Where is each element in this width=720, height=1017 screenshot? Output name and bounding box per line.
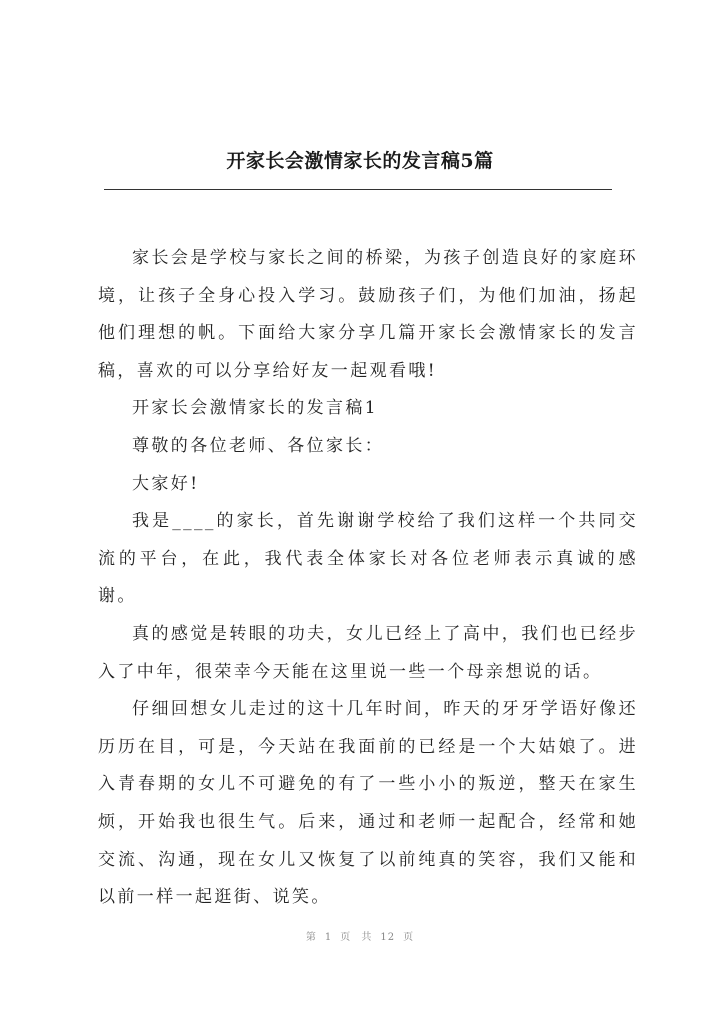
paragraph-salutation: 尊敬的各位老师、各位家长： — [132, 435, 385, 456]
paragraph-intro: 家长会是学校与家长之间的桥梁，为孩子创造良好的家庭环境，让孩子全身心投入学习。鼓励孩子们，为他们加油，扬起他们理想的帆。下面给大家分享几篇开家长会激情家长的发言稿，喜欢的可以分享给好友一起观看哦! — [98, 248, 638, 381]
title-divider — [104, 189, 612, 190]
footer-middle: 页 共 — [340, 932, 373, 943]
paragraph-greeting: 大家好! — [132, 473, 200, 494]
paragraph-body: 仔细回想女儿走过的这十几年时间，昨天的牙牙学语好像还历历在目，可是，今天站在我面前的已经是一个大姑娘了。进入青春期的女儿不可避免的有了一些小小的叛逆，整天在家生烦，开始我也很生气。后来，通过和老师一起配合，经常和她交流、沟通，现在女儿又恢复了以前纯真的笑容，我们又能和以前一样一起逛街、说笑。 — [98, 699, 638, 908]
paragraph-heading: 开家长会激情家长的发言稿1 — [132, 398, 379, 419]
page-footer — [0, 928, 720, 943]
document-title: 开家长会激情家长的发言稿5篇 — [226, 150, 494, 172]
document-body — [98, 240, 638, 917]
footer-total-pages: 12 — [380, 932, 396, 943]
paragraph-body: 我是____的家长，首先谢谢学校给了我们这样一个共同交流的平台，在此，我代表全体家长对各位老师表示真诚的感谢。 — [98, 511, 638, 607]
footer-prefix: 第 — [305, 932, 317, 943]
footer-suffix: 页 — [403, 932, 415, 943]
paragraph-body: 真的感觉是转眼的功夫，女儿已经上了高中，我们也已经步入了中年，很荣幸今天能在这里说一些一个母亲想说的话。 — [98, 623, 638, 682]
footer-page-number: 1 — [324, 932, 333, 943]
